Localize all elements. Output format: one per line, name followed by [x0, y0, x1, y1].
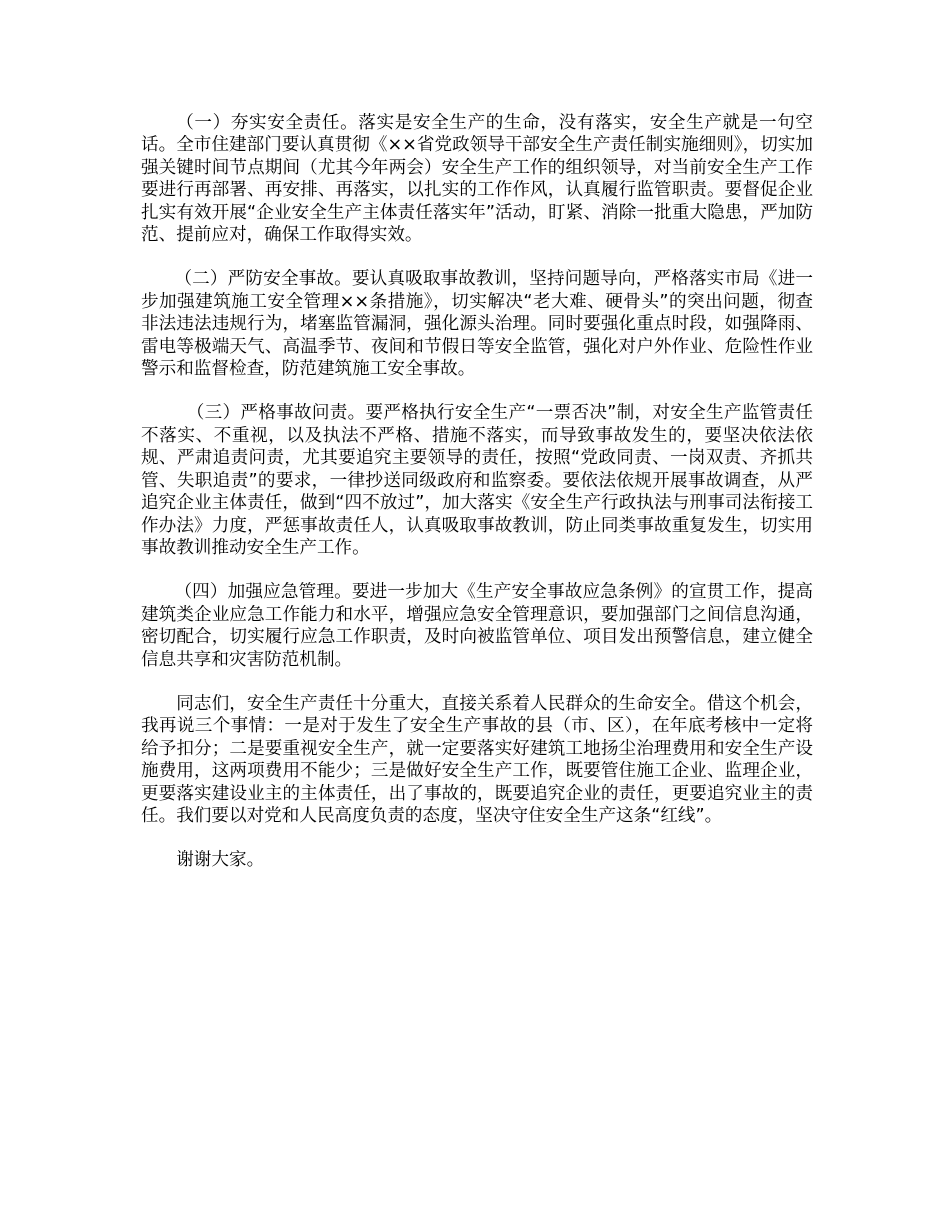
paragraph-closing-remarks: 同志们，安全生产责任十分重大，直接关系着人民群众的生命安全。借这个机会，我再说三个事情：一是对于发生了安全生产事故的县（市、区），在年底考核中一定将给予扣分；二是要重视安全生产，就一定要落实好建筑工地扬尘治理费用和安全生产设施费用，这两项费用不能少；三是做好安全生产工作，既要管住施工企业、监理企业，更要落实建设业主的主体责任，出了事故的，既要追究企业的责任，更要追究业主的责任。我们要以对党和人民高度负责的态度，坚决守住安全生产这条“红线”。 — [141, 693, 813, 826]
paragraph-prevention: （二）严防安全事故。要认真吸取事故教训，坚持问题导向，严格落实市局《进一步加强建筑施工安全管理××条措施》，切实解决“老大难、硬骨头”的突出问题，彻查非法违法违规行为，堵塞监管漏洞，强化源头治理。同时要强化重点时段，如强降雨、雷电等极端天气、高温季节、夜间和节假日等安全监管，强化对户外作业、危险性作业警示和监督检查，防范建筑施工安全事故。 — [141, 269, 813, 380]
paragraph-emergency: （四）加强应急管理。要进一步加大《生产安全事故应急条例》的宣贯工作，提高建筑类企业应急工作能力和水平，增强应急安全管理意识，要加强部门之间信息沟通，密切配合，切实履行应急工作职责，及时向被监管单位、项目发出预警信息，建立健全信息共享和灾害防范机制。 — [141, 582, 813, 670]
paragraph-thanks: 谢谢大家。 — [176, 850, 265, 871]
paragraph-accountability: （三）严格事故问责。要严格执行安全生产“一票否决”制，对安全生产监管责任不落实、不重视，以及执法不严格、措施不落实，而导致事故发生的，要坚决依法依规、严肃追责问责，尤其要追究主要领导的责任，按照“党政同责、一岗双责、齐抓共管、失职追责”的要求，一律抄送同级政府和监察委。要依法依规开展事故调查，从严追究企业主体责任，做到“四不放过”，加大落实《安全生产行政执法与刑事司法衔接工作办法》力度，严惩事故责任人，认真吸取事故教训，防止同类事故重复发生，切实用事故教训推动安全生产工作。 — [141, 403, 813, 558]
document-body — [141, 112, 813, 894]
paragraph-responsibility: （一）夯实安全责任。落实是安全生产的生命，没有落实，安全生产就是一句空话。全市住建部门要认真贯彻《××省党政领导干部安全生产责任制实施细则》，切实加强关键时间节点期间（尤其今年两会）安全生产工作的组织领导，对当前安全生产工作要进行再部署、再安排、再落实，以扎实的工作作风，认真履行监管职责。要督促企业扎实有效开展“企业安全生产主体责任落实年”活动，盯紧、消除一批重大隐患，严加防范、提前应对，确保工作取得实效。 — [141, 113, 813, 246]
